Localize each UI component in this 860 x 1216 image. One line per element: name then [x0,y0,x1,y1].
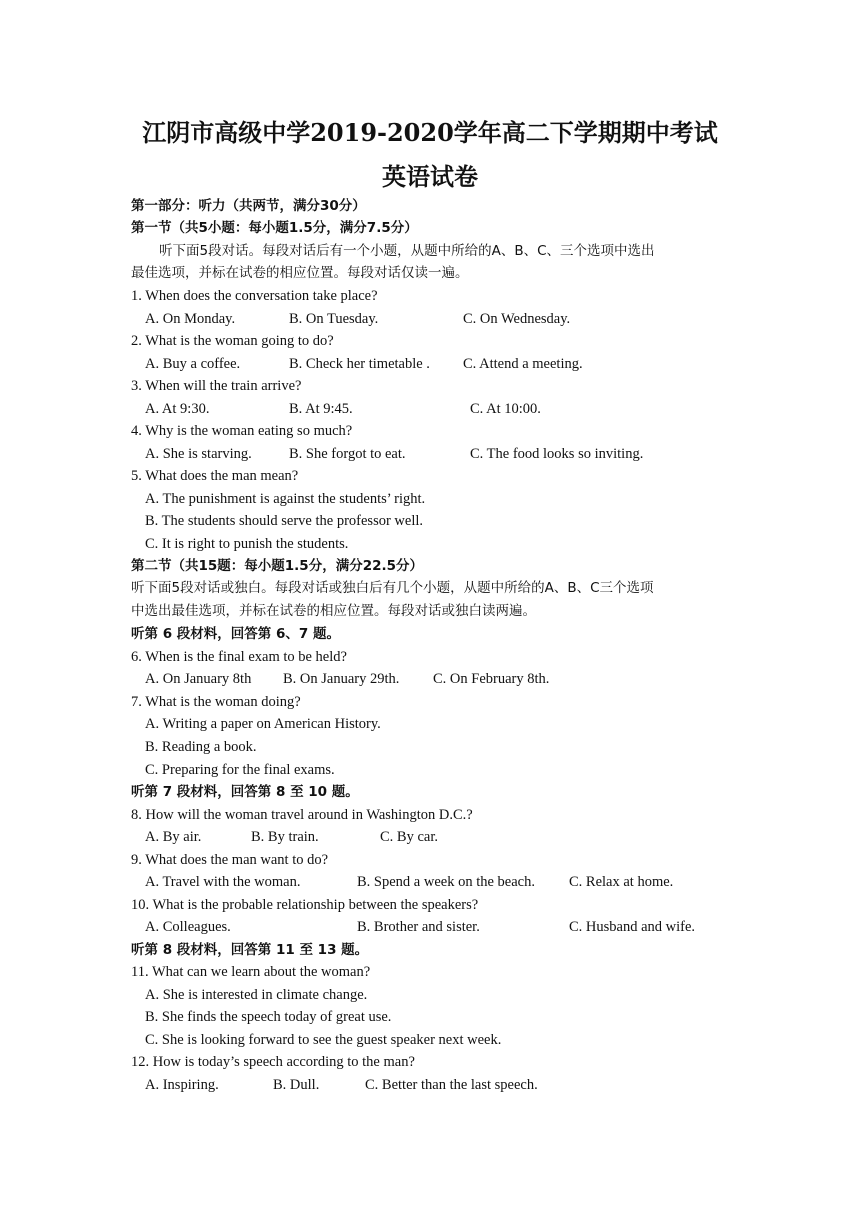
option-a: A. Travel with the woman. [145,874,301,890]
question-stem: 3. When will the train arrive? [131,378,302,394]
option-c: C. At 10:00. [470,401,541,417]
question-stem: 5. What does the man mean? [131,468,299,484]
option-c: C. It is right to punish the students. [145,536,349,552]
option-c: C. Better than the last speech. [365,1077,538,1093]
option-a: A. Colleagues. [145,919,231,935]
question-stem: 12. How is today’s speech according to the man? [131,1054,415,1070]
option-b: B. Spend a week on the beach. [357,874,535,890]
question-stem: 1. When does the conversation take place? [131,288,378,304]
material-6-heading: 听第 6 段材料，回答第 6、7 题。 [131,626,340,642]
option-a: A. By air. [145,829,202,845]
option-a: A. Writing a paper on American History. [145,716,381,732]
question-stem: 4. Why is the woman eating so much? [131,423,353,439]
option-a: A. Inspiring. [145,1077,219,1093]
exam-subtitle: 英语试卷 [382,162,478,191]
option-b: B. Dull. [273,1077,320,1093]
option-a: A. She is starving. [145,446,252,462]
option-c: C. Preparing for the final exams. [145,762,335,778]
material-8-heading: 听第 8 段材料，回答第 11 至 13 题。 [131,942,369,958]
option-b: B. She forgot to eat. [289,446,406,462]
section2-instruction-line2: 中选出最佳选项，并标在试卷的相应位置。每段对话或独白读两遍。 [131,603,536,619]
option-c: C. Attend a meeting. [463,356,583,372]
option-a: A. Buy a coffee. [145,356,241,372]
question-stem: 9. What does the man want to do? [131,852,329,868]
option-c: C. She is looking forward to see the guest speaker next week. [145,1032,502,1048]
option-b: B. By train. [251,829,319,845]
option-c: C. Husband and wife. [569,919,696,935]
section2-heading: 第二节（共15题：每小题1.5分，满分22.5分） [131,558,424,574]
option-a: A. The punishment is against the students’ right. [145,491,426,507]
option-b: B. The students should serve the professor well. [145,513,424,529]
option-b: B. At 9:45. [289,401,353,417]
option-c: C. On February 8th. [433,671,550,687]
option-c: C. On Wednesday. [463,311,571,327]
option-a: A. On Monday. [145,311,236,327]
option-b: B. On January 29th. [283,671,400,687]
question-stem: 2. What is the woman going to do? [131,333,334,349]
option-c: C. Relax at home. [569,874,674,890]
question-stem: 11. What can we learn about the woman? [131,964,371,980]
question-stem: 7. What is the woman doing? [131,694,301,710]
exam-title: 江阴市高级中学2019-2020学年高二下学期期中考试 [142,118,718,147]
option-b: B. Reading a book. [145,739,257,755]
section2-instruction-line1: 听下面5段对话或独白。每段对话或独白后有几个小题，从题中所给的A、B、C三个选项 [131,580,654,596]
material-7-heading: 听第 7 段材料，回答第 8 至 10 题。 [131,784,359,800]
section1-instruction-line1: 听下面5段对话。每段对话后有一个小题，从题中所给的A、B、C、三个选项中选出 [159,243,655,259]
part1-heading: 第一部分：听力（共两节，满分30分） [131,198,366,214]
option-a: A. At 9:30. [145,401,210,417]
option-c: C. The food looks so inviting. [470,446,644,462]
option-b: B. On Tuesday. [289,311,379,327]
option-b: B. Check her timetable . [289,356,430,372]
question-stem: 6. When is the final exam to be held? [131,649,347,665]
option-a: A. On January 8th [145,671,252,687]
section1-instruction-line2: 最佳选项，并标在试卷的相应位置。每段对话仅读一遍。 [131,265,469,281]
option-b: B. Brother and sister. [357,919,480,935]
section1-heading: 第一节（共5小题：每小题1.5分，满分7.5分） [131,220,418,236]
question-stem: 10. What is the probable relationship between the speakers? [131,897,479,913]
option-c: C. By car. [380,829,438,845]
option-a: A. She is interested in climate change. [145,987,368,1003]
option-b: B. She finds the speech today of great use. [145,1009,392,1025]
question-stem: 8. How will the woman travel around in Washington D.C.? [131,807,473,823]
